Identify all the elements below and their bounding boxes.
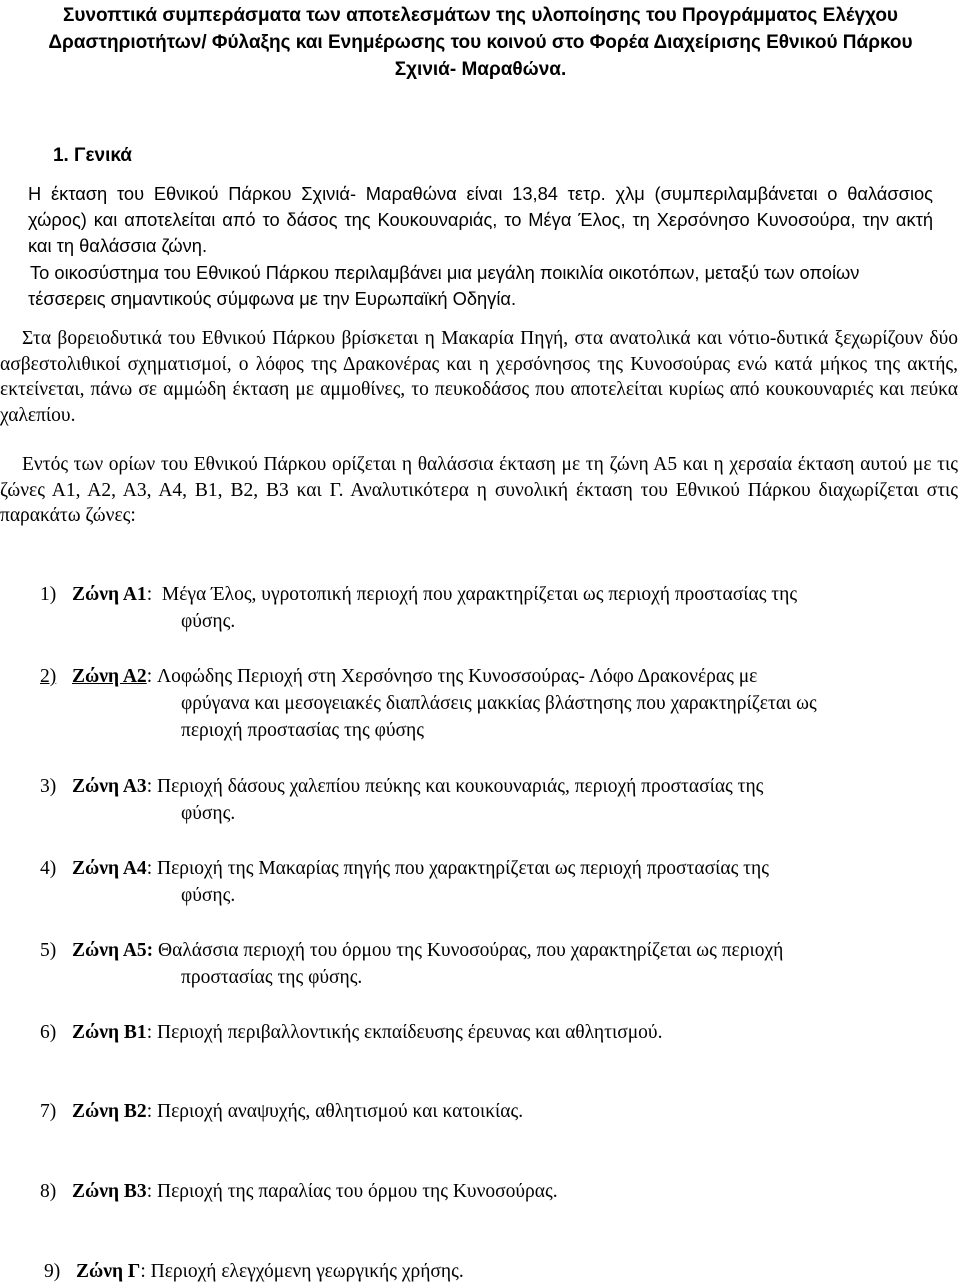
zone-description-cont: φύσης. [181, 611, 236, 632]
zone-item-b3: 8) Ζώνη Β3: Περιοχή της παραλίας του όρμου της Κυνοσούρας. [40, 1178, 960, 1205]
zone-number: 6) [40, 1022, 57, 1043]
zone-number: 1) [40, 584, 57, 605]
zone-name: Ζώνη Β1 [72, 1022, 147, 1043]
zone-number: 5) [40, 940, 57, 961]
zone-name: Ζώνη Α5: [72, 940, 154, 961]
zone-name: Ζώνη Α2 [72, 666, 147, 687]
paragraph-geography: Στα βορειοδυτικά του Εθνικού Πάρκου βρίσκεται η Μακαρία Πηγή, στα ανατολικά και νότιο-δυτικά ξεχωρίζουν δύο ασβεστολιθικοί σχηματισμοί, ο λόφος της Δρακονέρας και η χερσόνησος της Κυνοσούρας ενώ κατά μήκος της ακτής, εκτείνεται, πάνω σε αμμώδη έκταση με αμμοθίνες, το πευκοδάσος που αποτελείται κυρίως από κουκουναριές και πεύκα χαλεπίου. [0, 328, 958, 426]
zone-name: Ζώνη Α1 [72, 584, 147, 605]
zone-number: 2) [40, 666, 57, 687]
zone-description-cont: περιοχή προστασίας της φύσης [181, 720, 424, 741]
zone-description: Περιοχή της παραλίας του όρμου της Κυνοσούρας. [156, 1181, 558, 1202]
zone-item-b2: 7) Ζώνη Β2: Περιοχή αναψυχής, αθλητισμού και κατοικίας. [40, 1098, 960, 1125]
zone-item-a4: 4) Ζώνη Α4: Περιοχή της Μακαρίας πηγής που χαρακτηρίζεται ως περιοχή προστασίας της φύσης. [40, 855, 960, 909]
zone-description-cont: φύσης. [181, 803, 236, 824]
zone-item-a3: 3) Ζώνη Α3: Περιοχή δάσους χαλεπίου πεύκης και κουκουναριάς, περιοχή προστασίας της φύσης. [40, 773, 960, 827]
paragraph-zones-intro: Εντός των ορίων του Εθνικού Πάρκου ορίζεται η θαλάσσια έκταση με τη ζώνη Α5 και η χερσαία έκταση αυτού με τις ζώνες Α1, Α2, Α3, Α4, Β1, Β2, Β3 και Γ. Αναλυτικότερα η συνολική έκταση του Εθνικού Πάρκου διαχωρίζεται στις παρακάτω ζώνες: [0, 454, 958, 526]
zone-description-cont: προστασίας της φύσης. [181, 967, 363, 988]
zone-description: Περιοχή δάσους χαλεπίου πεύκης και κουκουναριάς, περιοχή προστασίας της [156, 776, 764, 797]
zone-item-b1: 6) Ζώνη Β1: Περιοχή περιβαλλοντικής εκπαίδευσης έρευνας και αθλητισμού. [40, 1019, 960, 1046]
zone-name: Ζώνη Β3 [72, 1181, 147, 1202]
zone-item-a5 [40, 937, 960, 991]
zone-description: Θαλάσσια περιοχή του όρμου της Κυνοσούρας, που χαρακτηρίζεται ως περιοχή [158, 940, 784, 961]
section-heading: 1. Γενικά [52, 145, 132, 166]
zone-description: Περιοχή της Μακαρίας πηγής που χαρακτηρίζεται ως περιοχή προστασίας της [156, 858, 769, 879]
zone-name: Ζώνη Α4 [72, 858, 147, 879]
zone-item-a2: 2) Ζώνη Α2: Λοφώδης Περιοχή στη Χερσόνησο της Κυνοσσούρας- Λόφο Δρακονέρας με φρύγανα και μεσογειακές διαπλάσεις μακκίας βλάστησης που χαρακτηρίζεται ως περιοχή προστασίας της φύσης [40, 663, 960, 744]
zone-description: Μέγα Έλος, υγροτοπική περιοχή που χαρακτηρίζεται ως περιοχή προστασίας της [161, 584, 798, 605]
zone-description: Περιοχή αναψυχής, αθλητισμού και κατοικίας. [156, 1101, 524, 1122]
zone-description-cont: φρύγανα και μεσογειακές διαπλάσεις μακκίας βλάστησης που χαρακτηρίζεται ως [181, 693, 817, 714]
paragraph-ecosystem: Το οικοσύστημα του Εθνικού Πάρκου περιλαμβάνει μια μεγάλη ποικιλία οικοτόπων, μεταξύ των οποίων τέσσερεις σημαντικούς σύμφωνα με την Ευρωπαϊκή Οδηγία. [28, 262, 860, 309]
zone-item-g: 9) Ζώνη Γ: Περιοχή ελεγχόμενη γεωργικής χρήσης. [44, 1258, 960, 1285]
zone-description-cont: φύσης. [181, 885, 236, 906]
zone-description: Περιοχή περιβαλλοντικής εκπαίδευσης έρευνας και αθλητισμού. [156, 1022, 663, 1043]
zone-name: Ζώνη Α3 [72, 776, 147, 797]
zone-number: 9) [44, 1261, 61, 1282]
zone-number: 8) [40, 1181, 57, 1202]
zone-number: 4) [40, 858, 57, 879]
zone-number: 3) [40, 776, 57, 797]
zone-name: Ζώνη Γ [76, 1261, 141, 1282]
paragraph-extent: Η έκταση του Εθνικού Πάρκου Σχινιά- Μαραθώνα είναι 13,84 τετρ. χλμ (συμπεριλαμβάνεται ο θαλάσσιος χώρος) και αποτελείται από το δάσος της Κουκουναριάς, το Μέγα Έλος, τη Χερσόνησο Κυνοσούρα, την ακτή και τη θαλάσσια ζώνη. [28, 183, 933, 256]
zone-description: Περιοχή ελεγχόμενη γεωργικής χρήσης. [150, 1261, 464, 1282]
zone-name: Ζώνη Β2 [72, 1101, 147, 1122]
document-title: Συνοπτικά συμπεράσματα των αποτελεσμάτων της υλοποίησης του Προγράμματος Ελέγχου Δραστηριοτήτων/ Φύλαξης και Ενημέρωσης του κοινού στο Φορέα Διαχείρισης Εθνικού Πάρκου Σχινιά- Μαραθώνα. [48, 5, 913, 80]
zone-description: Λοφώδης Περιοχή στη Χερσόνησο της Κυνοσσούρας- Λόφο Δρακονέρας με [156, 666, 758, 687]
zone-number: 7) [40, 1101, 57, 1122]
zone-item-a1: 1) Ζώνη Α1: Μέγα Έλος, υγροτοπική περιοχή που χαρακτηρίζεται ως περιοχή προστασίας της φύσης. [40, 581, 960, 635]
